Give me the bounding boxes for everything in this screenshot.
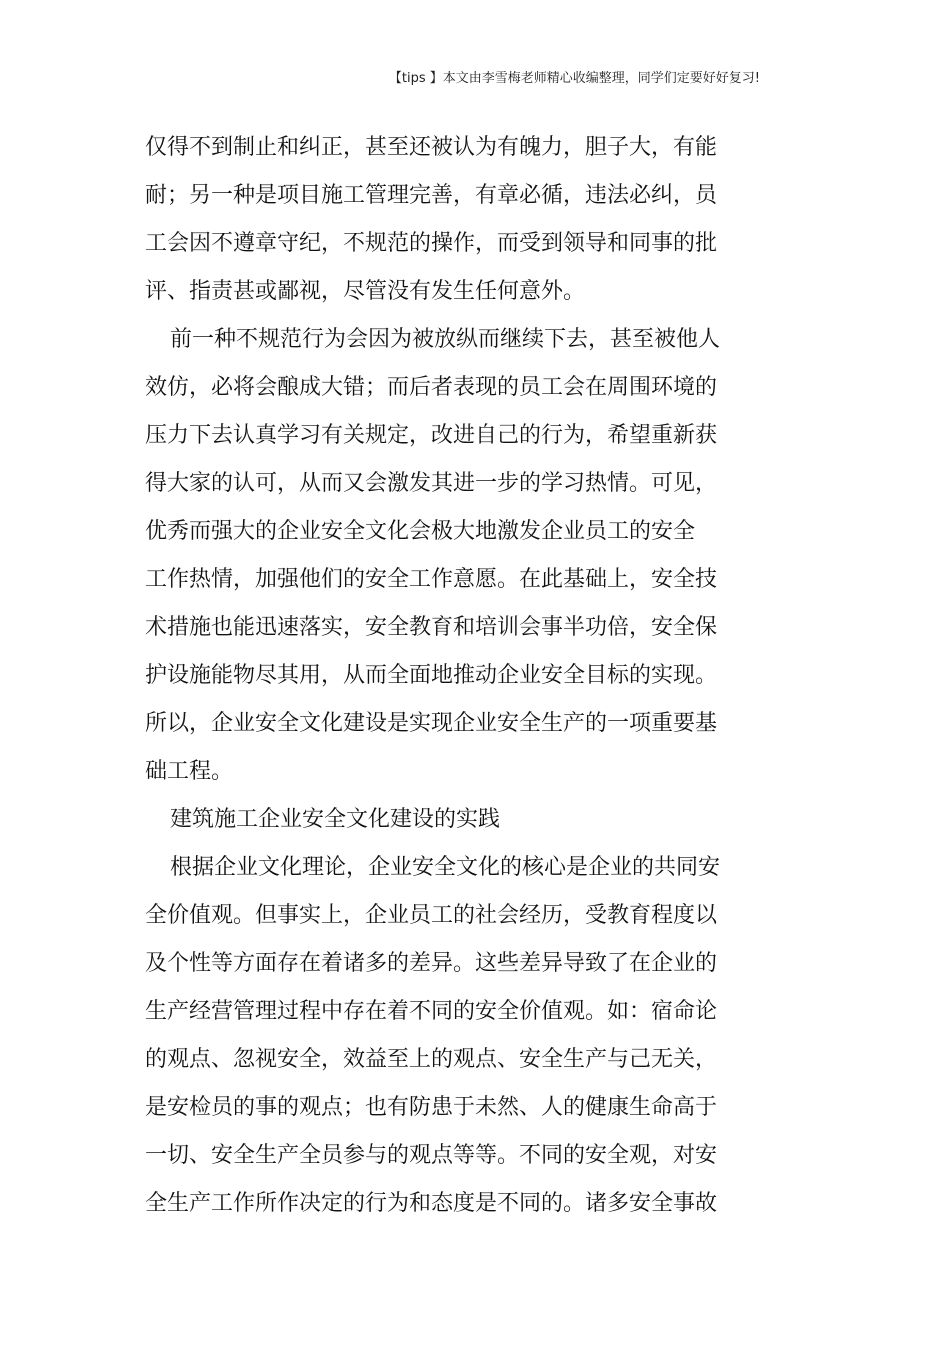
text-line: 压力下去认真学习有关规定，改进自己的行为，希望重新获 bbox=[145, 423, 718, 448]
text-line: 的观点、忽视安全，效益至上的观点、安全生产与己无关， bbox=[145, 1047, 718, 1072]
text-line: 前一种不规范行为会因为被放纵而继续下去，甚至被他人 bbox=[170, 327, 721, 352]
text-line: 工会因不遵章守纪，不规范的操作，而受到领导和同事的批 bbox=[145, 231, 718, 256]
text-line: 效仿，必将会酿成大错；而后者表现的员工会在周围环境的 bbox=[145, 375, 718, 400]
text-line: 生产经营管理过程中存在着不同的安全价值观。如：宿命论 bbox=[145, 999, 718, 1024]
text-line: 评、指责甚或鄙视，尽管没有发生任何意外。 bbox=[145, 279, 586, 304]
text-line: 一切、安全生产全员参与的观点等等。不同的安全观，对安 bbox=[145, 1143, 718, 1168]
text-line: 全价值观。但事实上，企业员工的社会经历，受教育程度以 bbox=[145, 903, 718, 928]
section-heading: 建筑施工企业安全文化建设的实践 bbox=[170, 807, 501, 832]
text-line: 术措施也能迅速落实，安全教育和培训会事半功倍，安全保 bbox=[145, 615, 718, 640]
text-line: 工作热情，加强他们的安全工作意愿。在此基础上，安全技 bbox=[145, 567, 718, 592]
text-line: 及个性等方面存在着诸多的差异。这些差异导致了在企业的 bbox=[145, 951, 718, 976]
text-line: 仅得不到制止和纠正，甚至还被认为有魄力，胆子大，有能 bbox=[145, 135, 718, 160]
text-line: 护设施能物尽其用，从而全面地推动企业安全目标的实现。 bbox=[145, 663, 718, 688]
text-line: 础工程。 bbox=[145, 759, 234, 784]
header-tip: 【tips 】本文由李雪梅老师精心收编整理，同学们定要好好复习! bbox=[388, 71, 760, 86]
text-line: 耐；另一种是项目施工管理完善，有章必循，违法必纠，员 bbox=[145, 183, 718, 208]
text-line: 是安检员的事的观点；也有防患于未然、人的健康生命高于 bbox=[145, 1095, 718, 1120]
text-line: 得大家的认可，从而又会激发其进一步的学习热情。可见， bbox=[145, 471, 718, 496]
text-line: 所以，企业安全文化建设是实现企业安全生产的一项重要基 bbox=[145, 711, 718, 736]
text-line: 全生产工作所作决定的行为和态度是不同的。诸多安全事故 bbox=[145, 1191, 718, 1216]
text-line: 根据企业文化理论，企业安全文化的核心是企业的共同安 bbox=[170, 855, 721, 880]
text-line: 优秀而强大的企业安全文化会极大地激发企业员工的安全 bbox=[145, 519, 696, 544]
document-body bbox=[145, 124, 745, 1228]
